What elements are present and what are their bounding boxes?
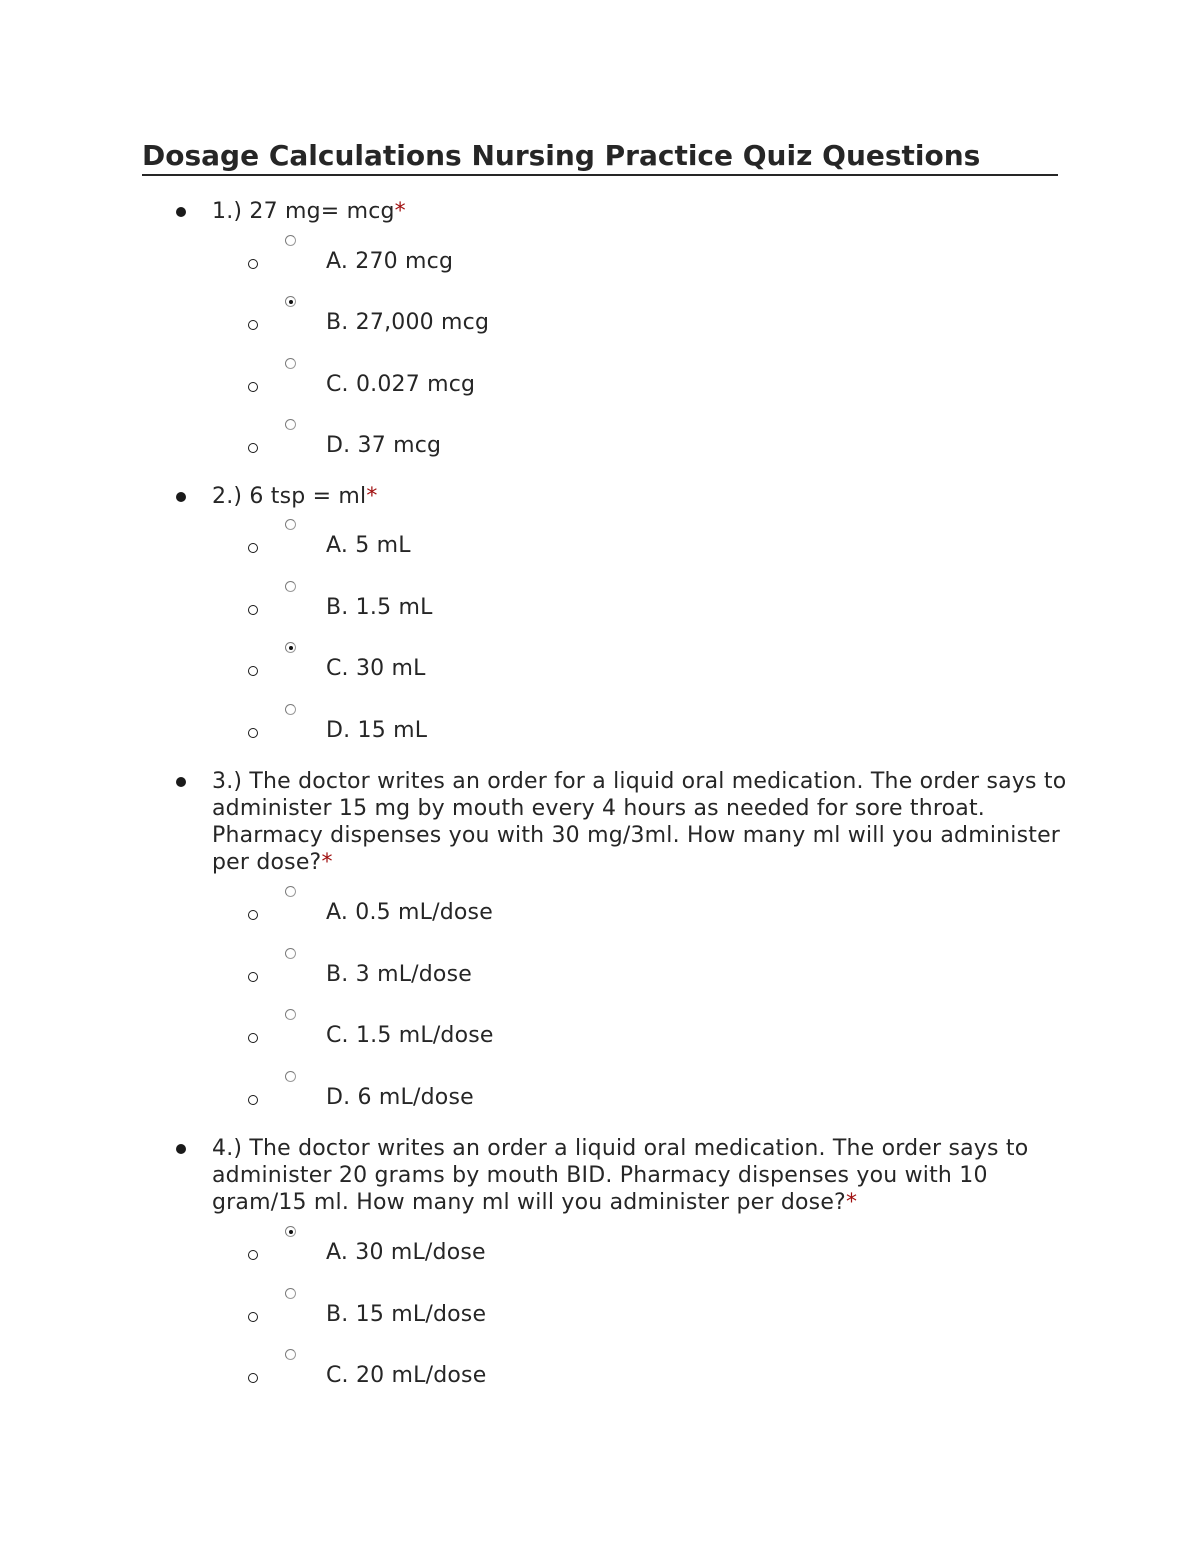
question-4-option-c-label: C. 20 mL/dose [326, 1363, 487, 1388]
question-1-option-c-radio[interactable] [285, 358, 296, 369]
question-2-option-d-radio[interactable] [285, 704, 296, 715]
question-bullet [176, 207, 186, 217]
question-1-label: 1.) 27 mg= mcg [212, 199, 395, 224]
option-bullet [248, 910, 258, 920]
option-bullet [248, 666, 258, 676]
option-bullet [248, 382, 258, 392]
question-4-text [212, 1135, 1072, 1216]
question-4-option-b-label: B. 15 mL/dose [326, 1302, 487, 1327]
required-marker: * [845, 1190, 858, 1215]
question-2-option-b-radio[interactable] [285, 581, 296, 592]
question-1-text [212, 198, 1072, 225]
question-3-option-d-radio[interactable] [285, 1071, 296, 1082]
option-bullet [248, 1250, 258, 1260]
option-bullet [248, 605, 258, 615]
question-1-option-d-radio[interactable] [285, 419, 296, 430]
question-2-option-c-radio[interactable] [285, 642, 296, 653]
required-marker: * [394, 199, 406, 224]
question-4-label: 4.) The doctor writes an order a liquid oral medication. The order says to administer 20 grams by mouth BID. Pharmacy dispenses you with 10 gram/15 ml. How many ml will you administer per dose? [212, 1136, 1029, 1215]
option-bullet [248, 972, 258, 982]
option-bullet [248, 1033, 258, 1043]
option-bullet [248, 443, 258, 453]
question-3-label: 3.) The doctor writes an order for a liquid oral medication. The order says to administer 15 mg by mouth every 4 hours as needed for sore throat. Pharmacy dispenses you with 30 mg/3ml. How many ml will you administer per dose? [212, 769, 1067, 875]
question-2-text [212, 483, 1072, 510]
question-4-option-b-radio[interactable] [285, 1288, 296, 1299]
question-bullet [176, 777, 186, 787]
question-bullet [176, 1144, 186, 1154]
question-2-option-b-label: B. 1.5 mL [326, 595, 433, 620]
question-bullet [176, 492, 186, 502]
page-title: Dosage Calculations Nursing Practice Quiz Questions [142, 138, 1058, 176]
question-1-option-d-label: D. 37 mcg [326, 433, 442, 458]
question-3-text [212, 768, 1072, 876]
required-marker: * [321, 850, 333, 875]
option-bullet [248, 320, 258, 330]
question-1-option-a-label: A. 270 mcg [326, 249, 454, 274]
question-4-option-a-label: A. 30 mL/dose [326, 1240, 486, 1265]
question-3-option-c-radio[interactable] [285, 1009, 296, 1020]
question-3-option-a-label: A. 0.5 mL/dose [326, 900, 493, 925]
question-1-option-a-radio[interactable] [285, 235, 296, 246]
option-bullet [248, 728, 258, 738]
question-2-option-a-label: A. 5 mL [326, 533, 411, 558]
question-2-label: 2.) 6 tsp = ml [212, 484, 367, 509]
question-1-option-c-label: C. 0.027 mcg [326, 372, 476, 397]
option-bullet [248, 1312, 258, 1322]
question-2-option-a-radio[interactable] [285, 519, 296, 530]
question-2-option-c-label: C. 30 mL [326, 656, 426, 681]
question-3-option-d-label: D. 6 mL/dose [326, 1085, 474, 1110]
question-3-option-b-label: B. 3 mL/dose [326, 962, 472, 987]
question-3-option-a-radio[interactable] [285, 886, 296, 897]
question-4-option-c-radio[interactable] [285, 1349, 296, 1360]
question-1-option-b-radio[interactable] [285, 296, 296, 307]
question-1-option-b-label: B. 27,000 mcg [326, 310, 490, 335]
option-bullet [248, 1095, 258, 1105]
option-bullet [248, 1373, 258, 1383]
option-bullet [248, 259, 258, 269]
question-2-option-d-label: D. 15 mL [326, 718, 428, 743]
question-4-option-a-radio[interactable] [285, 1226, 296, 1237]
question-3-option-b-radio[interactable] [285, 948, 296, 959]
option-bullet [248, 543, 258, 553]
required-marker: * [366, 484, 378, 509]
question-3-option-c-label: C. 1.5 mL/dose [326, 1023, 494, 1048]
